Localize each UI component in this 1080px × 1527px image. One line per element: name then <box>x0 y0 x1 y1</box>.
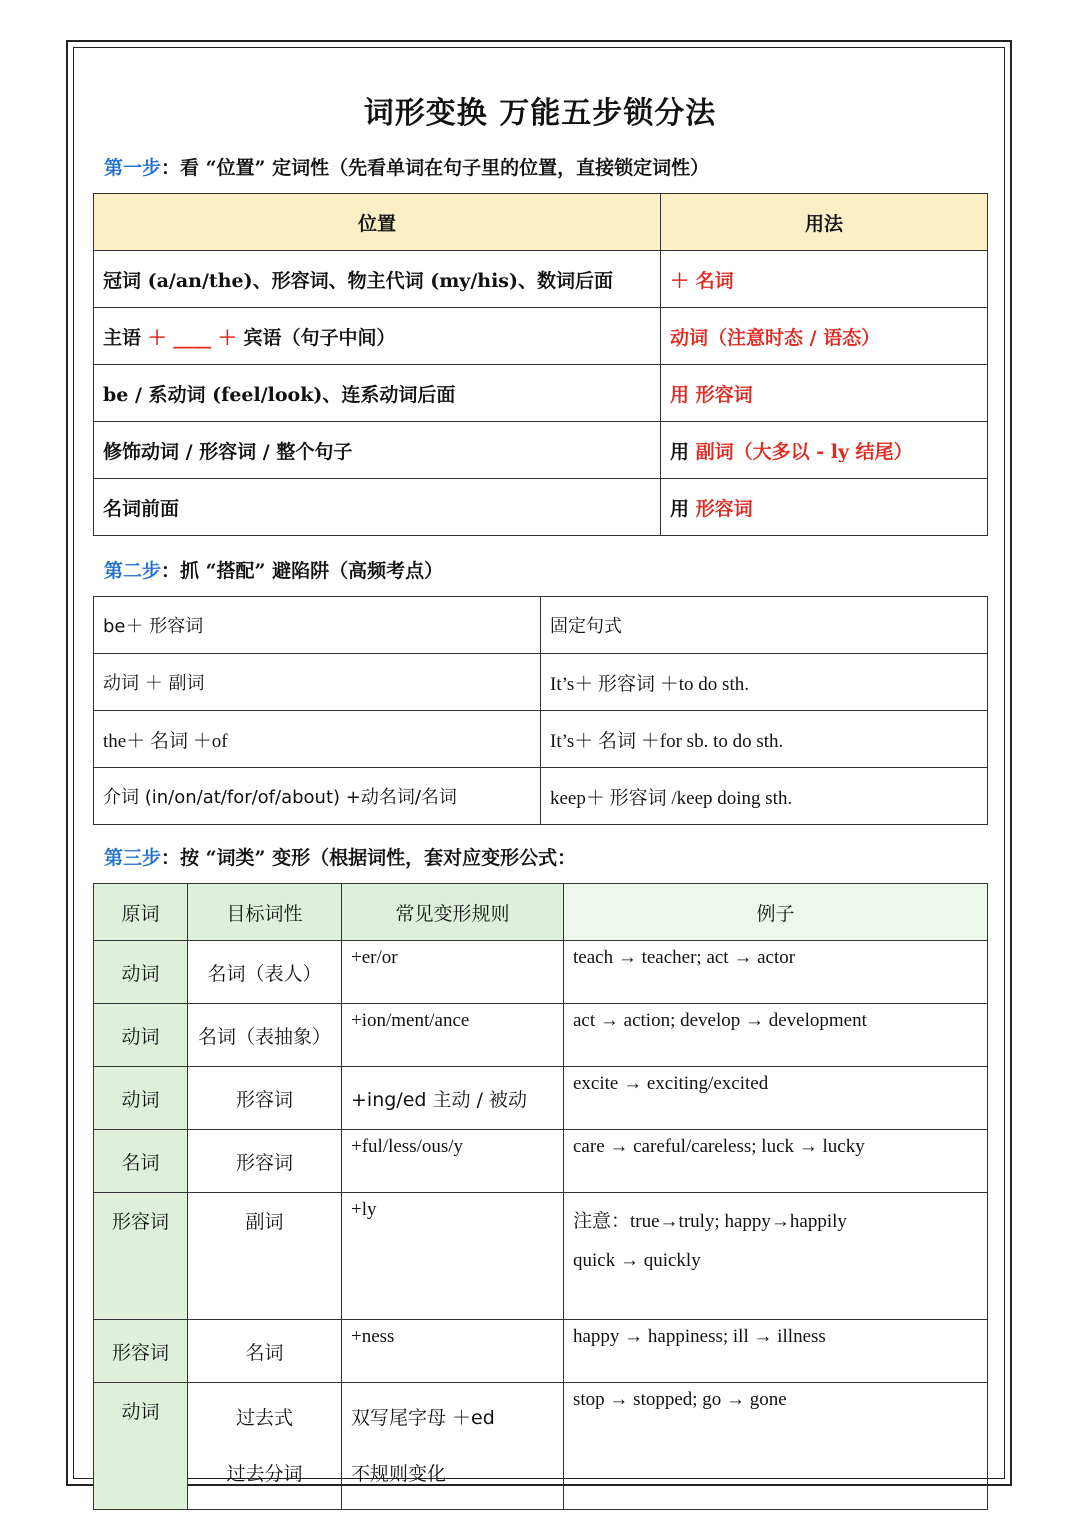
step2-heading <box>104 556 443 583</box>
header-position: 位置 <box>94 194 661 251</box>
position-cell: 名词前面 <box>94 479 661 536</box>
table-row <box>94 1193 988 1320</box>
step1-text: ：看 “位置” 定词性（先看单词在句子里的位置，直接锁定词性） <box>161 157 710 179</box>
position-blank: ＋ ____ ＋ <box>147 326 237 349</box>
rule-cell: +ion/ment/ance <box>342 1004 564 1067</box>
collocation-cell: 介词 (in/on/at/for/of/about) +动名词/名词 <box>94 768 541 825</box>
table-header-row <box>94 884 988 941</box>
collocation-cell: It’s＋ 形容词 ＋to do sth. <box>541 654 988 711</box>
original-cell: 形容词 <box>94 1193 188 1320</box>
usage-prefix: 用 <box>670 440 696 463</box>
example-line: quick → quickly <box>573 1250 701 1271</box>
table-row <box>94 479 988 536</box>
target-cell: 名词 <box>188 1320 342 1383</box>
transformation-table <box>93 883 988 1510</box>
header-example: 例子 <box>564 884 988 941</box>
table-row <box>94 1067 988 1130</box>
collocation-cell: the＋ 名词 ＋of <box>94 711 541 768</box>
step1-number: 第一步 <box>104 157 162 179</box>
table-row <box>94 711 988 768</box>
target-cell: 形容词 <box>188 1067 342 1130</box>
example-cell: teach → teacher; act → actor <box>564 941 988 1004</box>
rule-cell: +ness <box>342 1320 564 1383</box>
target-cell: 名词（表抽象） <box>188 1004 342 1067</box>
rule-cell <box>342 1383 564 1510</box>
rule-cell: +ly <box>342 1193 564 1320</box>
rule-cell: +ing/ed 主动 / 被动 <box>342 1067 564 1130</box>
target-cell: 副词 <box>188 1193 342 1320</box>
position-subject: 主语 <box>103 326 148 349</box>
target-cell: 名词（表人） <box>188 941 342 1004</box>
header-target: 目标词性 <box>188 884 342 941</box>
table-row <box>94 308 988 365</box>
table-header-row <box>94 194 988 251</box>
rule-line: 不规则变化 <box>351 1463 447 1485</box>
table-row <box>94 768 988 825</box>
target-cell: 形容词 <box>188 1130 342 1193</box>
usage-text: 副词（大多以 - ly 结尾） <box>695 440 913 463</box>
position-cell: 修饰动词 / 形容词 / 整个句子 <box>94 422 661 479</box>
table-row <box>94 1130 988 1193</box>
collocation-cell: 动词 ＋ 副词 <box>94 654 541 711</box>
step3-number: 第三步 <box>104 847 162 869</box>
table-row <box>94 1320 988 1383</box>
position-object: 宾语（句子中间） <box>236 326 396 349</box>
collocation-cell: be＋ 形容词 <box>94 597 541 654</box>
table-row <box>94 654 988 711</box>
table-row <box>94 422 988 479</box>
rule-cell: +er/or <box>342 941 564 1004</box>
usage-text: 动词（注意时态 / 语态） <box>670 326 881 349</box>
collocation-table <box>93 596 988 825</box>
usage-cell <box>661 479 988 536</box>
example-cell <box>564 1193 988 1320</box>
original-cell: 名词 <box>94 1130 188 1193</box>
original-cell: 动词 <box>94 1067 188 1130</box>
example-cell: act → action; develop → development <box>564 1004 988 1067</box>
original-cell: 动词 <box>94 1004 188 1067</box>
step1-heading <box>104 153 709 180</box>
usage-text: 用 形容词 <box>670 383 753 406</box>
usage-text: ＋ 名词 <box>670 269 734 292</box>
table-row <box>94 365 988 422</box>
collocation-cell: It’s＋ 名词 ＋for sb. to do sth. <box>541 711 988 768</box>
step3-heading <box>104 843 576 870</box>
rule-cell: +ful/less/ous/y <box>342 1130 564 1193</box>
rule-line: 双写尾字母 ＋ed <box>351 1407 495 1429</box>
original-cell: 动词 <box>94 1383 188 1510</box>
table-row <box>94 251 988 308</box>
original-cell: 形容词 <box>94 1320 188 1383</box>
collocation-cell: 固定句式 <box>541 597 988 654</box>
table-row <box>94 1383 988 1510</box>
example-line: 注意：true→truly; happy→happily <box>573 1211 847 1232</box>
position-cell <box>94 308 661 365</box>
header-original: 原词 <box>94 884 188 941</box>
table-row <box>94 1004 988 1067</box>
table-row <box>94 941 988 1004</box>
position-cell: be / 系动词 (feel/look)、连系动词后面 <box>94 365 661 422</box>
position-table <box>93 193 988 536</box>
header-rule: 常见变形规则 <box>342 884 564 941</box>
example-cell: happy → happiness; ill → illness <box>564 1320 988 1383</box>
position-cell: 冠词 (a/an/the)、形容词、物主代词 (my/his)、数词后面 <box>94 251 661 308</box>
step2-text: ：抓 “搭配” 避陷阱（高频考点） <box>161 560 444 582</box>
usage-prefix: 用 <box>670 497 696 520</box>
example-cell: care → careful/careless; luck → lucky <box>564 1130 988 1193</box>
document-title: 词形变换 万能五步锁分法 <box>363 96 717 131</box>
usage-cell <box>661 365 988 422</box>
target-cell <box>188 1383 342 1510</box>
original-cell: 动词 <box>94 941 188 1004</box>
example-cell: excite → exciting/excited <box>564 1067 988 1130</box>
step2-number: 第二步 <box>104 560 162 582</box>
example-cell: stop → stopped; go → gone <box>564 1383 988 1510</box>
target-line: 过去分词 <box>226 1463 303 1485</box>
header-usage: 用法 <box>661 194 988 251</box>
usage-cell <box>661 422 988 479</box>
usage-cell <box>661 251 988 308</box>
collocation-cell: keep＋ 形容词 /keep doing sth. <box>541 768 988 825</box>
usage-text: 形容词 <box>695 497 753 520</box>
target-line: 过去式 <box>235 1407 293 1429</box>
step3-text: ：按 “词类” 变形（根据词性，套对应变形公式： <box>161 847 577 869</box>
usage-cell <box>661 308 988 365</box>
table-row <box>94 597 988 654</box>
